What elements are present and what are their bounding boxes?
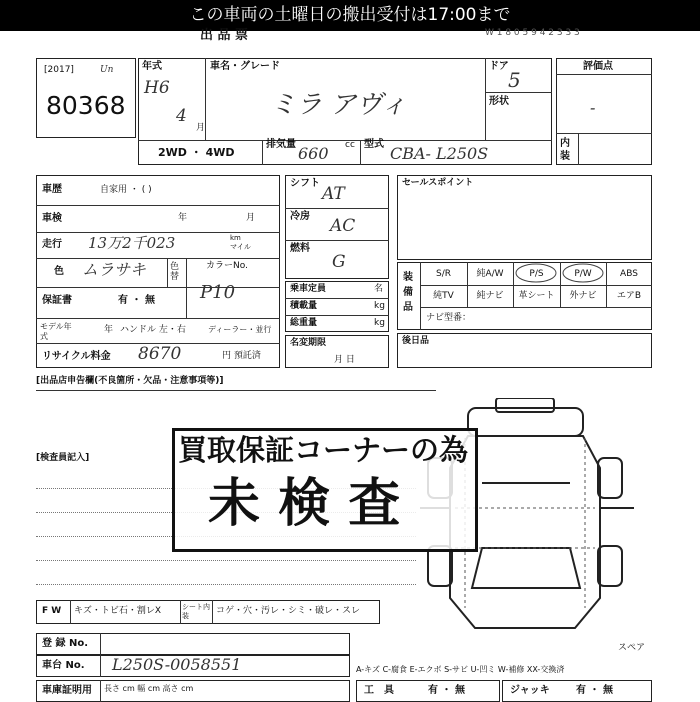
rating-label: 評価点 xyxy=(583,61,613,72)
capacity-label: 乗車定員 xyxy=(290,284,327,294)
handle-label: ハンドル 左・右 xyxy=(120,325,186,335)
year-value: H6 xyxy=(144,78,170,98)
jack-label: ジャッキ xyxy=(510,685,550,696)
stamp-line2: 未 検 査 xyxy=(208,474,401,534)
shift-label: シフト xyxy=(290,178,320,189)
mileage-unit: km マイル xyxy=(230,234,251,251)
seat-label: シート内装 xyxy=(182,603,210,620)
header-serial: W 1 8 0 5 9 4 2 3 3 3 xyxy=(485,28,580,38)
model-year-label: モデル年式 xyxy=(40,322,72,341)
damage-legend: A-キズ C-腐食 E-エクボ S-サビ U-凹ミ W-補修 XX-交換済 xyxy=(356,665,565,674)
shape-label: 形状 xyxy=(489,96,509,107)
inspection-label: 車検 xyxy=(42,213,62,224)
model-value: CBA- L250S xyxy=(390,144,489,163)
model-label: 型式 xyxy=(364,139,384,150)
fuel-label: 燃料 xyxy=(290,243,310,254)
equip-tv: 純TV xyxy=(433,291,454,301)
lot-small-mark: Un xyxy=(100,65,114,75)
stamp-line1: 買取保証コーナーの為 xyxy=(178,433,469,467)
fuel-value: G xyxy=(332,252,346,272)
model-year-unit: 年 xyxy=(104,325,114,335)
equip-pw: P/W xyxy=(574,269,592,279)
color-label: 色 xyxy=(54,266,64,277)
warranty-value: 有 ・ 無 xyxy=(118,295,155,306)
recycle-unit: 円 預託済 xyxy=(222,351,261,361)
sales-point-label: セールスポイント xyxy=(402,178,474,188)
cert-sub: 長さ cm 幅 cm 高さ cm xyxy=(104,684,194,693)
month-unit: 月 xyxy=(196,123,206,133)
exhibitor-notes-label: [出品店申告欄(不良箇所・欠品・注意事項等)] xyxy=(36,376,224,386)
mileage-label: 走行 xyxy=(42,239,62,250)
color-no-label: カラーNo. xyxy=(206,261,248,271)
recycle-value: 8670 xyxy=(138,344,182,364)
remarks-box xyxy=(397,333,652,368)
car-name-label: 車名・グレード xyxy=(210,61,280,72)
equip-aw: 純A/W xyxy=(476,269,504,279)
tools-value: 有 ・ 無 xyxy=(428,685,465,696)
door-label: ドア xyxy=(489,61,509,72)
ac-value: AC xyxy=(330,216,356,236)
equip-navi: 純ナビ xyxy=(476,291,504,301)
color-swap-label: 色替 xyxy=(170,262,180,282)
transfer-label: 名変期限 xyxy=(290,338,327,348)
door-value: 5 xyxy=(508,68,521,92)
recycle-label: リサイクル料金 xyxy=(42,351,111,362)
fw-label: F W xyxy=(42,606,62,616)
cc-unit: cc xyxy=(345,140,355,150)
interior-label: 内装 xyxy=(560,138,570,162)
year-label: 年式 xyxy=(142,61,162,72)
tools-label: 工 具 xyxy=(364,685,394,696)
capacity-unit: 名 xyxy=(374,284,384,294)
color-value: ムラサキ xyxy=(82,260,147,279)
equip-sr: S/R xyxy=(436,269,451,279)
dealer-label: ディーラー・並行 xyxy=(208,325,272,334)
banner-text: この車両の土曜日の搬出受付は17:00まで xyxy=(189,5,511,25)
drive-label: 2WD ・ 4WD xyxy=(158,146,235,159)
spare-label: スペア xyxy=(618,643,646,653)
inspection-year: 年 xyxy=(178,213,188,223)
ac-label: 冷房 xyxy=(290,211,310,222)
load-label: 積載量 xyxy=(290,301,318,311)
displacement-value: 660 xyxy=(298,144,329,163)
chassis-value: L250S-0058551 xyxy=(112,655,242,674)
inspection-month: 月 xyxy=(246,213,256,223)
fw-defects: キズ・トビ石・割レX xyxy=(74,606,161,616)
month-value: 4 xyxy=(176,106,187,126)
equip-leather: 革シート xyxy=(518,291,555,301)
equip-abs: ABS xyxy=(620,269,638,279)
warranty-label: 保証書 xyxy=(42,295,72,306)
equipment-label: 装備品 xyxy=(403,272,413,313)
ps-circle-mark xyxy=(513,262,607,285)
cert-label: 車庫証明用 xyxy=(42,685,92,696)
shift-value: AT xyxy=(322,184,345,204)
load-unit: kg xyxy=(374,301,385,311)
weight-label: 総重量 xyxy=(290,318,318,328)
mileage-value: 13万2千023 xyxy=(88,234,176,252)
weight-unit: kg xyxy=(374,318,385,328)
rating-value: - xyxy=(590,98,596,117)
car-name-value: ミラ アヴィ xyxy=(270,90,407,120)
lot-number: 80368 xyxy=(46,91,126,120)
header-title: 出 品 票 xyxy=(200,28,249,43)
navi-model-label: ナビ型番： xyxy=(426,313,472,323)
transfer-unit: 月 日 xyxy=(334,355,355,365)
displacement-label: 排気量 xyxy=(266,139,296,150)
color-no-value: P10 xyxy=(200,282,236,303)
chassis-label: 車台 No. xyxy=(42,660,85,671)
reg-no-label: 登 録 No. xyxy=(42,638,89,649)
remarks-label: 後日品 xyxy=(402,336,430,346)
history-value: 自家用 ・ ( ) xyxy=(100,185,152,195)
lot-year-tag: [2017] xyxy=(44,65,74,75)
inspector-label: [検査員記入] xyxy=(36,453,90,463)
equip-airbag: エアB xyxy=(616,291,642,301)
equip-ext-navi: 外ナビ xyxy=(569,291,597,301)
history-label: 車歴 xyxy=(42,184,62,195)
equip-ps: P/S xyxy=(529,269,544,279)
seat-defects: コゲ・穴・汚レ・シミ・破レ・スレ xyxy=(216,606,361,616)
jack-value: 有 ・ 無 xyxy=(576,685,613,696)
